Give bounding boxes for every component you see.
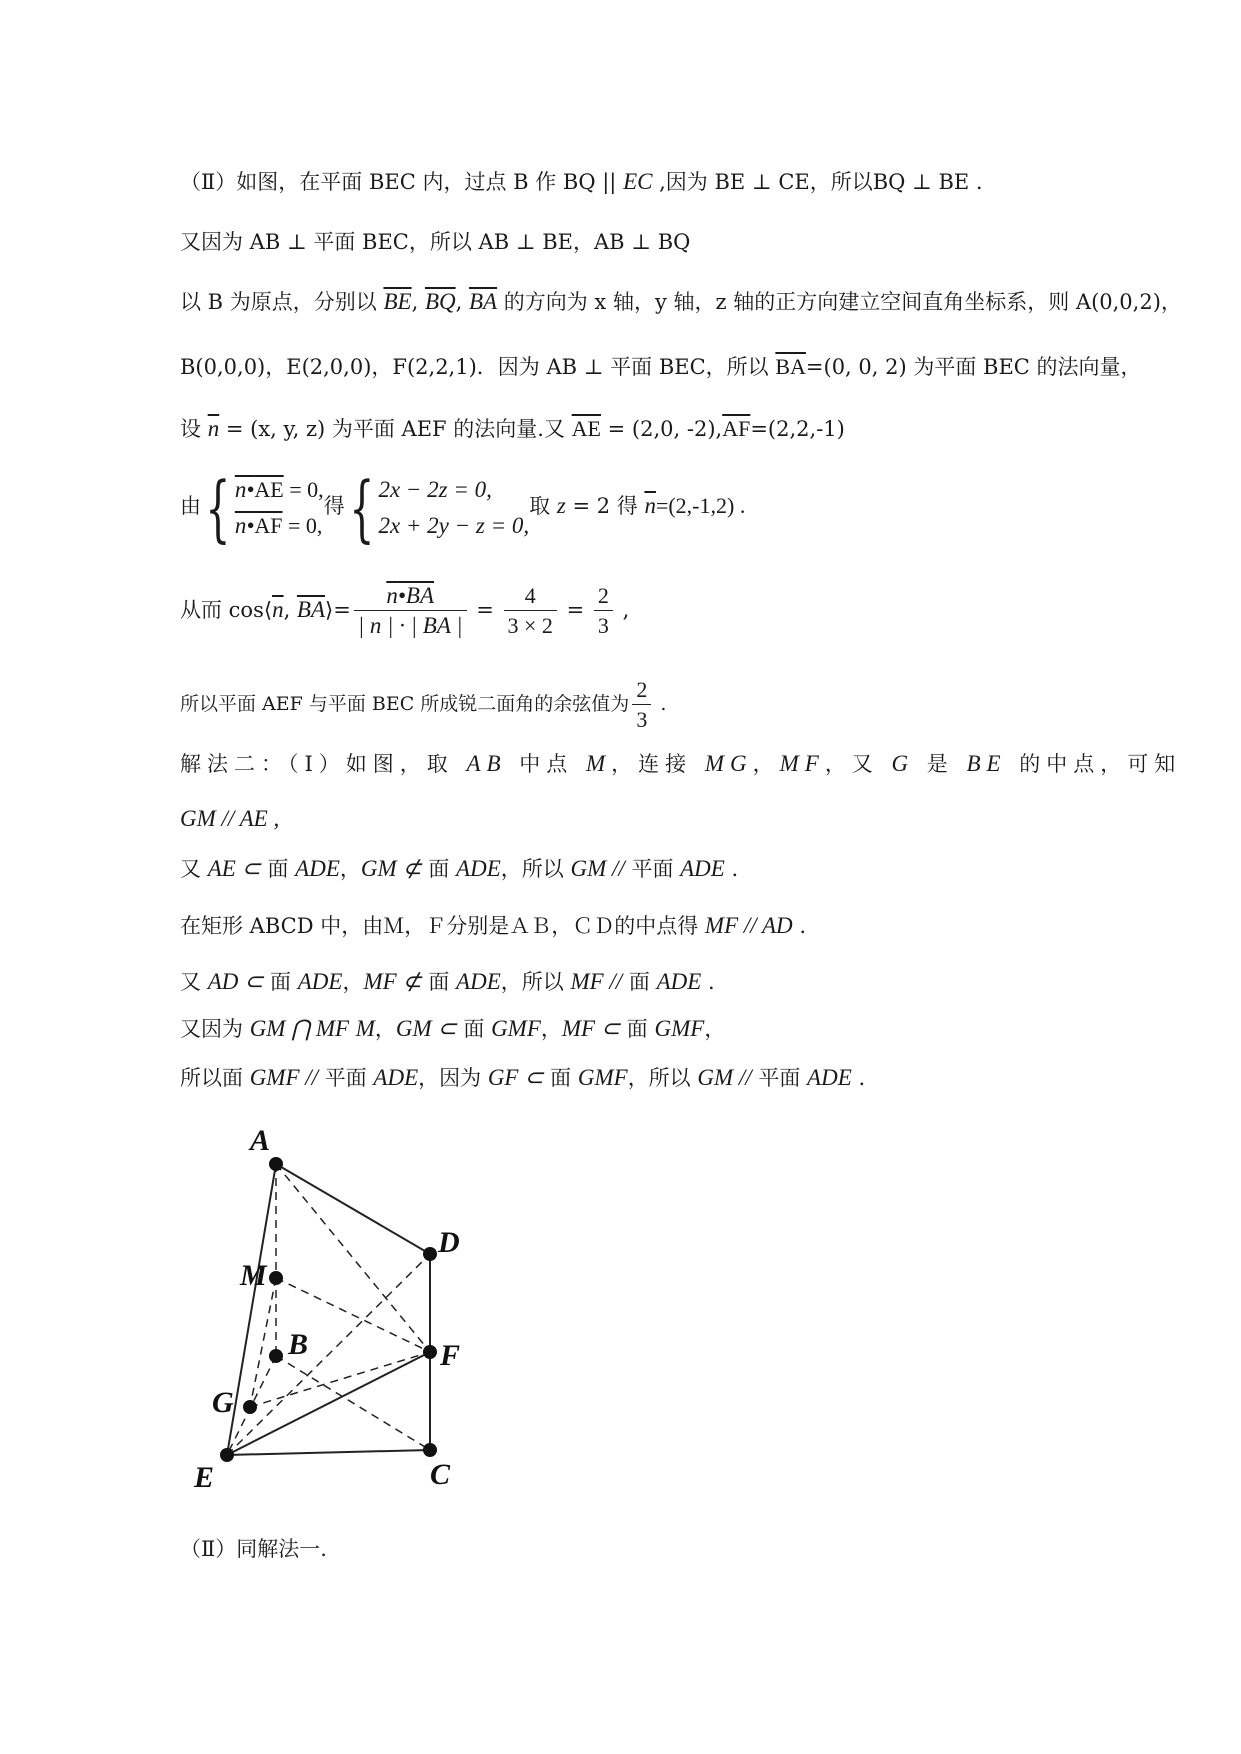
math: GM ⊂ xyxy=(395,1016,457,1041)
line-11 xyxy=(180,855,738,883)
text: =(2,2,-1) xyxy=(750,417,845,441)
text: B(0,0,0)，E(2,0,0)，F(2,2,1)．因为 AB ⊥ 平面 BEC，所以 xyxy=(180,355,776,379)
math: M xyxy=(355,1016,375,1041)
vector-ba: $\overline{BA}$ xyxy=(468,289,498,314)
denominator: 3 xyxy=(636,706,648,732)
vector-n: n• xyxy=(234,476,255,502)
math: G xyxy=(891,751,915,776)
denominator: 3 × 2 xyxy=(507,613,553,638)
text: 又 xyxy=(180,970,208,994)
text: = xyxy=(469,598,501,622)
math: GMF xyxy=(577,1065,628,1090)
separator: , xyxy=(411,290,425,314)
point-c xyxy=(423,1443,437,1457)
line-12 xyxy=(180,912,806,940)
text: 又 xyxy=(180,857,208,881)
edge-ec xyxy=(227,1450,430,1455)
text: 的中点，可知 xyxy=(1006,752,1182,776)
vector-n: $\overline{n}$ xyxy=(386,583,398,608)
point-f xyxy=(423,1345,437,1359)
line-5 xyxy=(180,415,845,443)
text: ， xyxy=(342,970,364,994)
fraction xyxy=(632,676,651,735)
text: 面 xyxy=(263,970,298,994)
math: MG xyxy=(704,751,753,776)
text: 所以面 xyxy=(180,1066,250,1090)
vector-n: n• xyxy=(234,512,255,538)
math: GMF xyxy=(491,1016,541,1041)
equations-right xyxy=(378,472,529,544)
brace-left: { xyxy=(348,465,375,550)
point-m xyxy=(269,1271,283,1285)
text: ，所以 xyxy=(627,1066,698,1090)
text: 平面 xyxy=(751,1066,808,1090)
text: 中点 xyxy=(506,752,586,776)
text: 以 B 为原点，分别以 xyxy=(180,290,384,314)
text: ， xyxy=(752,752,780,776)
text: 由 xyxy=(180,494,201,518)
text: 面 xyxy=(543,1066,578,1090)
separator: , xyxy=(455,290,469,314)
text: = 0, xyxy=(283,476,324,502)
text: 设 xyxy=(180,417,208,441)
vector-af: $\overline{AF}$ xyxy=(722,416,751,441)
fraction xyxy=(594,582,613,641)
math: GM // xyxy=(697,1065,752,1090)
fraction xyxy=(354,582,467,641)
edge-ad xyxy=(276,1164,430,1254)
brace-left: { xyxy=(205,465,231,550)
geometry-figure xyxy=(180,1120,480,1500)
line-2: 又因为 AB ⊥ 平面 BEC，所以 AB ⊥ BE，AB ⊥ BQ xyxy=(180,230,691,254)
line-10: GM // AE , xyxy=(180,806,280,831)
fraction xyxy=(504,582,557,641)
label-b: B xyxy=(288,1328,309,1361)
edge-bc xyxy=(276,1356,430,1450)
text: 平面 xyxy=(318,1066,374,1090)
math: GF ⊂ xyxy=(487,1065,544,1090)
text: 解法二：（Ⅰ）如图，取 xyxy=(180,752,467,776)
vector-af: $\overline{AF}$ xyxy=(254,512,283,538)
text: 所以平面 AEF 与平面 BEC 所成锐二面角的余弦值为 xyxy=(180,693,630,715)
text: 面 xyxy=(456,1017,492,1041)
text: 从而 cos⟨ xyxy=(180,598,273,622)
text: . xyxy=(792,914,807,938)
math: ADE xyxy=(373,1065,419,1090)
vector-ba: $\overline{BA}$ xyxy=(296,597,326,622)
line-15 xyxy=(180,1064,865,1092)
vector-ae: $\overline{AE}$ xyxy=(571,416,601,441)
text: （Ⅱ）如图，在平面 BEC 内，过点 B 作 BQ || xyxy=(180,170,624,194)
vector-n: $\overline{n}$ xyxy=(272,597,284,622)
vector-n: $\overline{n}$ xyxy=(644,493,656,518)
text: = (2,0, -2), xyxy=(600,417,723,441)
line-7-cos xyxy=(180,575,629,645)
denominator: 3 xyxy=(597,613,609,638)
separator: , xyxy=(283,598,297,622)
label-c: C xyxy=(430,1458,451,1491)
text: = xyxy=(559,598,591,622)
equation: 2x + 2y − z = 0, xyxy=(378,512,530,538)
math: EC xyxy=(623,169,653,194)
text: = (x, y, z) 为平面 AEF 的法向量.又 xyxy=(219,417,572,441)
line-4 xyxy=(180,353,1142,381)
line-8 xyxy=(180,672,666,736)
point-g xyxy=(243,1400,257,1414)
text: 是 xyxy=(914,752,967,776)
math: ADE xyxy=(297,969,343,994)
text: ⟩= xyxy=(325,598,351,622)
math: ADE xyxy=(295,856,340,881)
numerator: 4 xyxy=(504,582,557,611)
text: 得 xyxy=(323,494,345,518)
text: . xyxy=(724,857,739,881)
text: 在矩形 ABCD 中，由Ｍ，Ｆ分别是ＡＢ，ＣＤ的中点得 xyxy=(180,914,705,938)
text: ,因为 BE ⊥ CE，所以BQ ⊥ BE . xyxy=(652,170,983,194)
line-6-system xyxy=(180,465,746,550)
label-g: G xyxy=(212,1386,234,1419)
line-16: （Ⅱ）同解法一. xyxy=(180,1537,327,1561)
numerator: 2 xyxy=(632,676,651,705)
math: MF // xyxy=(570,969,623,994)
line-13 xyxy=(180,968,715,996)
text: , xyxy=(615,598,630,622)
line-9 xyxy=(180,750,1181,778)
line-14 xyxy=(180,1015,725,1043)
text: =(2,-1,2) . xyxy=(655,493,746,518)
label-m: M xyxy=(240,1259,267,1292)
point-e xyxy=(220,1448,234,1462)
math: MF ⊂ xyxy=(561,1016,621,1041)
point-d xyxy=(423,1247,437,1261)
text: 平面 xyxy=(624,857,681,881)
math: z xyxy=(556,493,566,518)
math: GM ⊄ xyxy=(360,856,422,881)
text: 面 xyxy=(421,970,457,994)
math: AE ⊂ xyxy=(207,856,261,881)
text: = 2 得 xyxy=(565,494,645,518)
math: GMF // xyxy=(249,1065,319,1090)
point-b xyxy=(269,1349,283,1363)
line-3 xyxy=(180,288,1182,316)
math: AB xyxy=(466,751,507,776)
vector-ba: •BA xyxy=(397,583,435,608)
math: MF ⊄ xyxy=(363,969,422,994)
vector-bq: $\overline{BQ}$ xyxy=(424,289,456,314)
text: ，又 xyxy=(824,752,892,776)
numerator: 2 xyxy=(594,582,613,611)
text: 取 xyxy=(529,494,557,518)
text: 面 xyxy=(620,1017,655,1041)
text: ，因为 xyxy=(418,1066,488,1090)
math: ADE xyxy=(807,1065,852,1090)
equation: 2x − 2z = 0, xyxy=(378,476,492,502)
vector-n: $\overline{n}$ xyxy=(207,416,220,441)
math: MF xyxy=(779,751,825,776)
label-e: E xyxy=(194,1461,215,1494)
text: 面 xyxy=(260,857,296,881)
math: MF // AD xyxy=(704,913,793,938)
denominator: | n | · | BA | xyxy=(357,613,463,638)
text: ， xyxy=(704,1017,726,1041)
math: ADE xyxy=(680,856,725,881)
vector-ba: $\overline{BA}$ xyxy=(775,354,806,379)
text: ，连接 xyxy=(611,752,705,776)
text: ，所以 xyxy=(500,970,571,994)
math: ADE xyxy=(456,969,501,994)
point-a xyxy=(269,1157,283,1171)
math: M xyxy=(585,751,612,776)
text: 又因为 xyxy=(180,1017,250,1041)
text: ， xyxy=(540,1017,562,1041)
math: ADE xyxy=(456,856,501,881)
math: GM // xyxy=(570,856,625,881)
label-a: A xyxy=(250,1124,271,1157)
text: . xyxy=(701,970,715,994)
text: = 0, xyxy=(282,512,323,538)
dashed-edges xyxy=(227,1164,430,1455)
text: 面 xyxy=(622,970,657,994)
vector-ae: $\overline{AE}$ xyxy=(254,476,284,502)
text: . xyxy=(654,693,667,715)
text xyxy=(349,1017,356,1041)
vector-be: $\overline{BE}$ xyxy=(383,289,412,314)
text: =(0, 0, 2) 为平面 BEC 的法向量， xyxy=(805,355,1142,379)
edge-af xyxy=(276,1164,430,1352)
text: ，所以 xyxy=(500,857,571,881)
solid-edges xyxy=(227,1164,430,1455)
math: GMF xyxy=(654,1016,705,1041)
label-d: D xyxy=(438,1226,460,1259)
line-1 xyxy=(180,168,983,196)
equations-left xyxy=(235,472,324,544)
text: . xyxy=(851,1066,866,1090)
text: ， xyxy=(339,857,361,881)
math: GM ⋂ MF xyxy=(249,1016,350,1041)
text: 面 xyxy=(421,857,457,881)
vertices xyxy=(220,1157,437,1462)
label-f: F xyxy=(440,1339,461,1372)
text: 的方向为 x 轴，y 轴，z 轴的正方向建立空间直角坐标系，则 A(0,0,2)， xyxy=(497,290,1182,314)
math: BE xyxy=(966,751,1007,776)
math: ADE xyxy=(656,969,702,994)
math: AD ⊂ xyxy=(207,969,264,994)
text: ， xyxy=(374,1017,396,1041)
